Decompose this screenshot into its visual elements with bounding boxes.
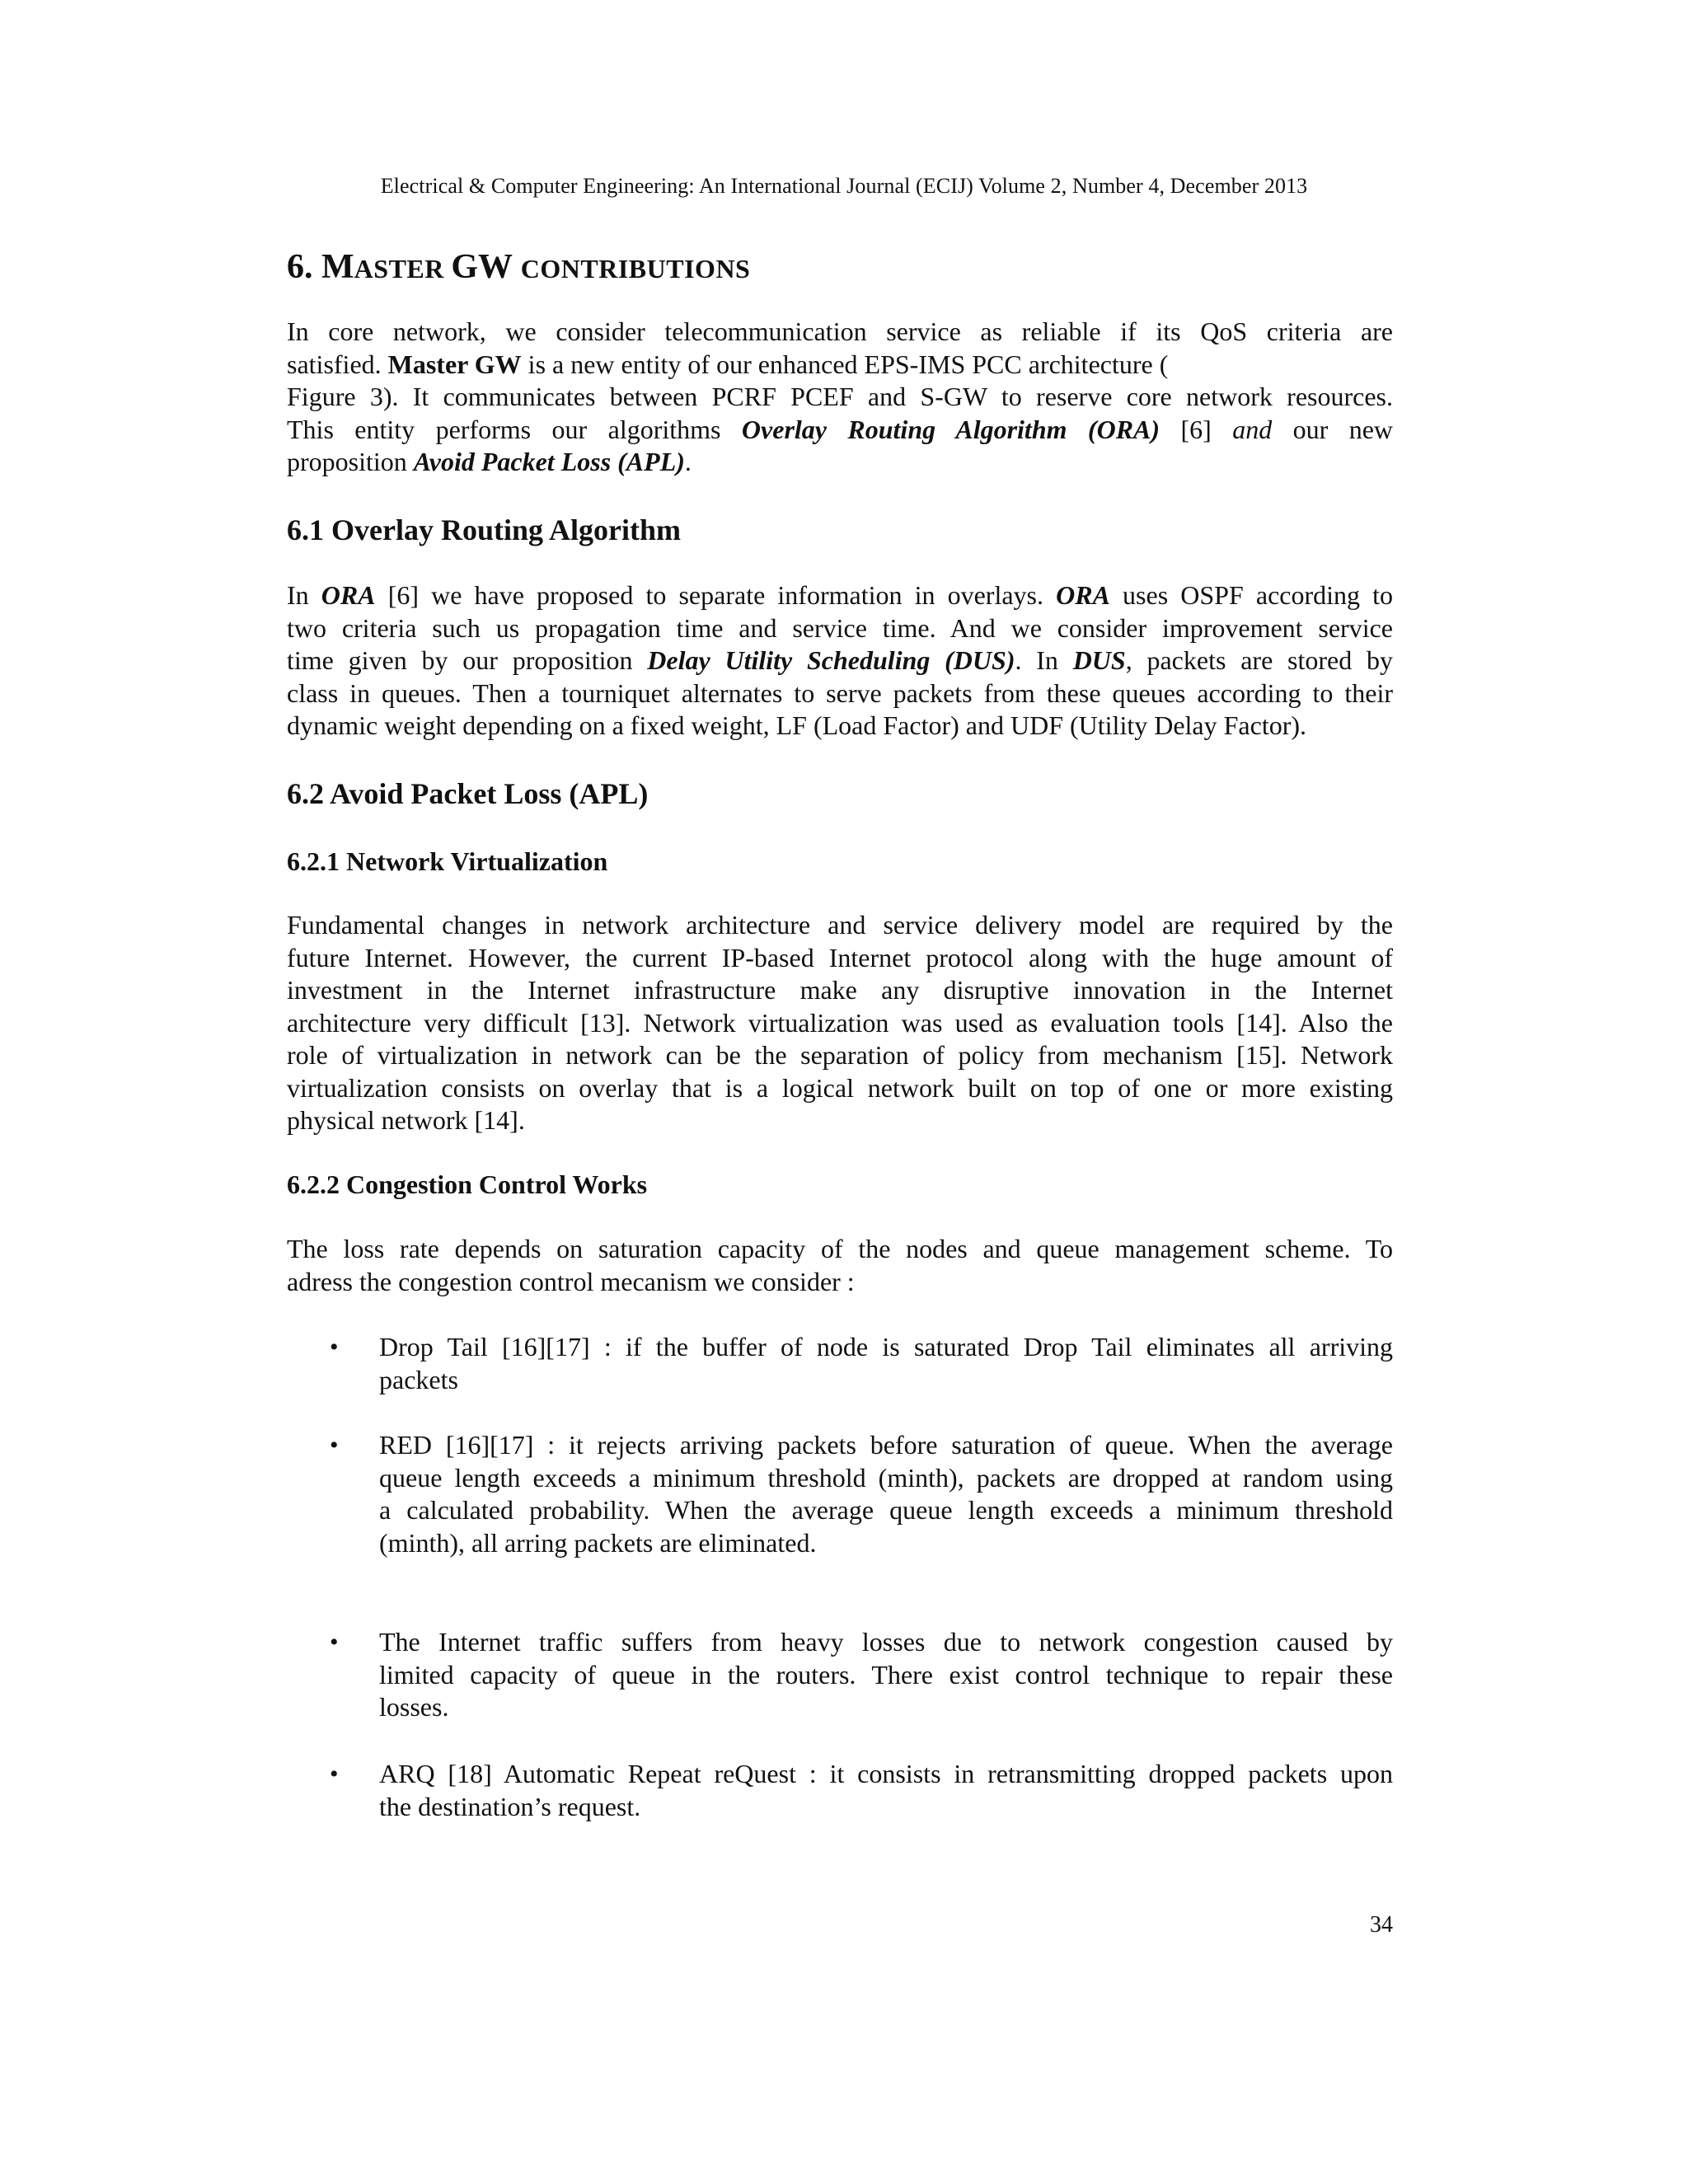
text-line: physical network [14]. bbox=[287, 1105, 525, 1135]
text-run: . bbox=[684, 447, 692, 476]
text-line: ARQ [18] Automatic Repeat reQuest : it consists in retransmitting dropped packets upon bbox=[379, 1759, 1393, 1788]
dus-term: Delay Utility Scheduling (DUS) bbox=[647, 645, 1015, 675]
section-6-1-paragraph bbox=[287, 579, 1393, 743]
section-6-paragraph bbox=[287, 316, 1393, 479]
running-header: Electrical & Computer Engineering: An International Journal (ECIJ) Volume 2, Number 4, December 2013 bbox=[380, 174, 1308, 198]
text-line bbox=[287, 446, 1393, 479]
text-line: The Internet traffic suffers from heavy losses due to network congestion caused by bbox=[379, 1627, 1393, 1657]
section-6-title-aster: ASTER bbox=[354, 254, 452, 284]
section-6-title-gw: GW bbox=[451, 248, 521, 286]
text-line: architecture very difficult [13]. Network virtualization was used as evaluation tools [14]. Also the bbox=[287, 1007, 1393, 1038]
ora-term: ORA bbox=[1056, 580, 1110, 610]
text-run: . In bbox=[1015, 645, 1073, 675]
bullet-icon: • bbox=[330, 1432, 339, 1459]
text-line: Figure 3). It communicates between PCRF PCEF and S-GW to reserve core network resources. bbox=[287, 382, 1393, 411]
bullet-icon: • bbox=[330, 1760, 339, 1788]
text-run: is a new entity of our enhanced EPS-IMS PCC architecture ( bbox=[521, 349, 1169, 379]
section-6-2-1-heading: 6.2.1 Network Virtualization bbox=[287, 846, 608, 876]
ora-term: Overlay Routing Algorithm (ORA) bbox=[741, 414, 1160, 444]
bullet-icon: • bbox=[330, 1629, 339, 1656]
dus-term: DUS bbox=[1072, 645, 1126, 675]
text-line: role of virtualization in network can be the separation of policy from mechanism [15]. Network bbox=[287, 1040, 1393, 1070]
text-line: The loss rate depends on saturation capacity of the nodes and queue management scheme. To bbox=[287, 1234, 1393, 1263]
text-line: packets bbox=[379, 1364, 458, 1394]
section-6-heading bbox=[287, 246, 750, 290]
text-line: losses. bbox=[379, 1692, 449, 1722]
text-run: , packets are stored by bbox=[1125, 645, 1394, 675]
text-line: queue length exceeds a minimum threshold (minth), packets are dropped at random using bbox=[379, 1462, 1393, 1493]
text-line: a calculated probability. When the average queue length exceeds a minimum threshold bbox=[379, 1495, 1393, 1525]
text-line: class in queues. Then a tourniquet alternates to serve packets from these queues according to their bbox=[287, 677, 1393, 708]
text-run: our new bbox=[1272, 414, 1394, 444]
section-6-title-contributions: CONTRIBUTIONS bbox=[520, 254, 751, 284]
text-line: RED [16][17] : it rejects arriving packets before saturation of queue. When the average bbox=[379, 1430, 1393, 1460]
text-line: the destination’s request. bbox=[379, 1791, 641, 1821]
text-run: proposition bbox=[287, 447, 414, 476]
bullet-text bbox=[379, 1758, 1393, 1823]
apl-term: Avoid Packet Loss (APL) bbox=[413, 447, 685, 476]
master-gw-term: Master GW bbox=[387, 349, 522, 379]
text-line: Drop Tail [16][17] : if the buffer of node is saturated Drop Tail eliminates all arriving bbox=[379, 1332, 1393, 1361]
section-6-1-heading: 6.1 Overlay Routing Algorithm bbox=[287, 513, 681, 546]
text-line bbox=[287, 349, 1393, 382]
text-line: Fundamental changes in network architecture and service delivery model are required by the bbox=[287, 910, 1393, 940]
text-line: two criteria such us propagation time and service time. And we consider improvement service bbox=[287, 612, 1393, 643]
text-line: dynamic weight depending on a fixed weight, LF (Load Factor) and UDF (Utility Delay Factor). bbox=[287, 710, 1307, 740]
text-line bbox=[287, 579, 1393, 612]
text-line: adress the congestion control mecanism we consider : bbox=[287, 1266, 855, 1296]
text-run: time given by our proposition bbox=[287, 645, 648, 675]
text-run-italic: and bbox=[1232, 414, 1273, 444]
ora-term: ORA bbox=[321, 580, 376, 610]
page-number: 34 bbox=[1370, 1912, 1393, 1938]
bullet-text bbox=[379, 1331, 1393, 1396]
text-run: [6] bbox=[1160, 414, 1233, 444]
text-run: uses OSPF according to bbox=[1109, 580, 1394, 610]
text-line: future Internet. However, the current IP-based Internet protocol along with the huge amount of bbox=[287, 942, 1393, 972]
text-run: This entity performs our algorithms bbox=[287, 414, 742, 444]
text-run: [6] we have proposed to separate information in overlays. bbox=[375, 580, 1057, 610]
text-run: In bbox=[287, 580, 321, 610]
section-6-number: 6. bbox=[287, 248, 321, 286]
text-line bbox=[287, 414, 1393, 447]
text-run: satisfied. bbox=[287, 349, 388, 379]
section-6-2-1-paragraph bbox=[287, 909, 1393, 1137]
section-6-2-2-heading: 6.2.2 Congestion Control Works bbox=[287, 1169, 648, 1199]
text-line bbox=[287, 644, 1393, 677]
section-6-2-heading: 6.2 Avoid Packet Loss (APL) bbox=[287, 777, 649, 810]
text-line: investment in the Internet infrastructure make any disruptive innovation in the Internet bbox=[287, 975, 1393, 1005]
text-line: In core network, we consider telecommunication service as reliable if its QoS criteria are bbox=[287, 316, 1393, 346]
text-line: limited capacity of queue in the routers. There exist control technique to repair these bbox=[379, 1659, 1393, 1690]
section-6-title-m: M bbox=[321, 248, 354, 286]
bullet-icon: • bbox=[330, 1333, 339, 1361]
text-line: virtualization consists on overlay that is a logical network built on top of one or more existing bbox=[287, 1072, 1393, 1103]
bullet-text bbox=[379, 1626, 1393, 1724]
section-6-2-2-paragraph bbox=[287, 1233, 1393, 1298]
text-line: (minth), all arring packets are eliminated. bbox=[379, 1527, 817, 1558]
bullet-text bbox=[379, 1429, 1393, 1559]
